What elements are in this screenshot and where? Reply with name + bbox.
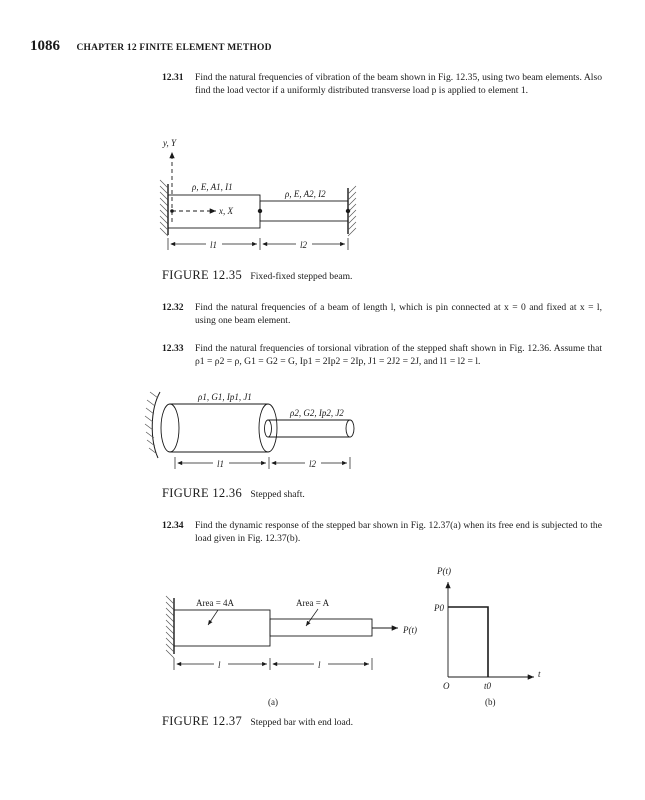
- problem-text: Find the dynamic response of the stepped bar shown in Fig. 12.37(a) when its free end is subjected to the load given in Fig. 12.37(b).: [195, 520, 602, 545]
- element-1-label: ρ, E, A1, I1: [192, 182, 233, 192]
- node-2: [258, 209, 262, 213]
- node-3: [346, 209, 350, 213]
- caption-label: FIGURE 12.36: [162, 486, 242, 500]
- left-wall-hatch: [160, 180, 168, 236]
- caption-label: FIGURE 12.35: [162, 268, 242, 282]
- axis-label: y, Y: [163, 138, 177, 148]
- length-label-2: l: [318, 660, 321, 670]
- problem-number: 12.34: [162, 520, 184, 531]
- origin-label: O: [443, 681, 450, 691]
- problem-12-32: [162, 301, 602, 327]
- beam-element-2: [260, 201, 348, 221]
- caption-12-35: [162, 268, 352, 283]
- shaft-1-label: ρ1, G1, Ip1, J1: [198, 392, 252, 402]
- problem-12-33: [162, 342, 602, 368]
- element-2-label: ρ, E, A2, I2: [285, 189, 326, 199]
- caption-text: Stepped shaft.: [250, 489, 305, 500]
- problem-text: Find the natural frequencies of torsional vibration of the stepped shaft shown in Fig. 12.36. Assume that ρ1 = ρ2 = ρ, G1 = G2 = G, Ip1 = 2Ip2 = 2Ip, J1 = 2J2 = 2J, and l1 = l2 = l.: [195, 343, 602, 368]
- shaft-section-2: [268, 420, 350, 437]
- page-number: 1086: [30, 38, 60, 54]
- shaft-2-label: ρ2, G2, Ip2, J2: [290, 408, 344, 418]
- load-label: P(t): [403, 625, 417, 635]
- caption-12-37: [162, 714, 353, 729]
- caption-12-36: [162, 486, 305, 501]
- caption-text: Stepped bar with end load.: [250, 717, 353, 728]
- caption-text: Fixed-fixed stepped beam.: [250, 271, 353, 282]
- problem-12-34: [162, 519, 602, 545]
- length-label-1: l: [218, 660, 221, 670]
- load-pulse-curve: [448, 607, 488, 677]
- p0-label: P0: [434, 603, 444, 613]
- plot-ylabel: P(t): [437, 566, 451, 576]
- shaft-l2-label: l2: [309, 459, 317, 469]
- beam-element-1: [168, 195, 260, 228]
- x-label: x, X: [219, 206, 233, 216]
- l1-label: l1: [210, 240, 218, 250]
- bar-section-1: [174, 610, 270, 646]
- bar-section-2: [270, 619, 372, 636]
- area-2-label: Area = A: [296, 598, 330, 608]
- shaft-wall: [152, 392, 160, 458]
- plot-xlabel: t: [538, 669, 541, 679]
- shaft-dimensions: [175, 457, 350, 469]
- problem-number: 12.31: [162, 72, 184, 83]
- problem-number: 12.33: [162, 343, 184, 354]
- chapter-title: CHAPTER 12 FINITE ELEMENT METHOD: [76, 43, 272, 53]
- shaft-l1-label: l1: [217, 459, 225, 469]
- node-1: [170, 209, 174, 213]
- subfigure-a-label: (a): [268, 697, 278, 707]
- problem-text: Find the natural frequencies of a beam of length l, which is pin connected at x = 0 and fixed at x = l, using one beam element.: [195, 302, 602, 327]
- l2-label: l2: [300, 240, 308, 250]
- shaft-section-1: [170, 404, 268, 452]
- t0-label: t0: [484, 681, 492, 691]
- area-1-label: Area = 4A: [196, 598, 235, 608]
- subfigure-b-label: (b): [485, 697, 496, 707]
- caption-label: FIGURE 12.37: [162, 714, 242, 728]
- figure-12-37b: [448, 582, 534, 677]
- problem-number: 12.32: [162, 302, 184, 313]
- problem-text: Find the natural frequencies of vibration of the beam shown in Fig. 12.35, using two beam elements. Also find the load vector if a uniformly distributed transverse load p is applied to element 1.: [195, 72, 602, 97]
